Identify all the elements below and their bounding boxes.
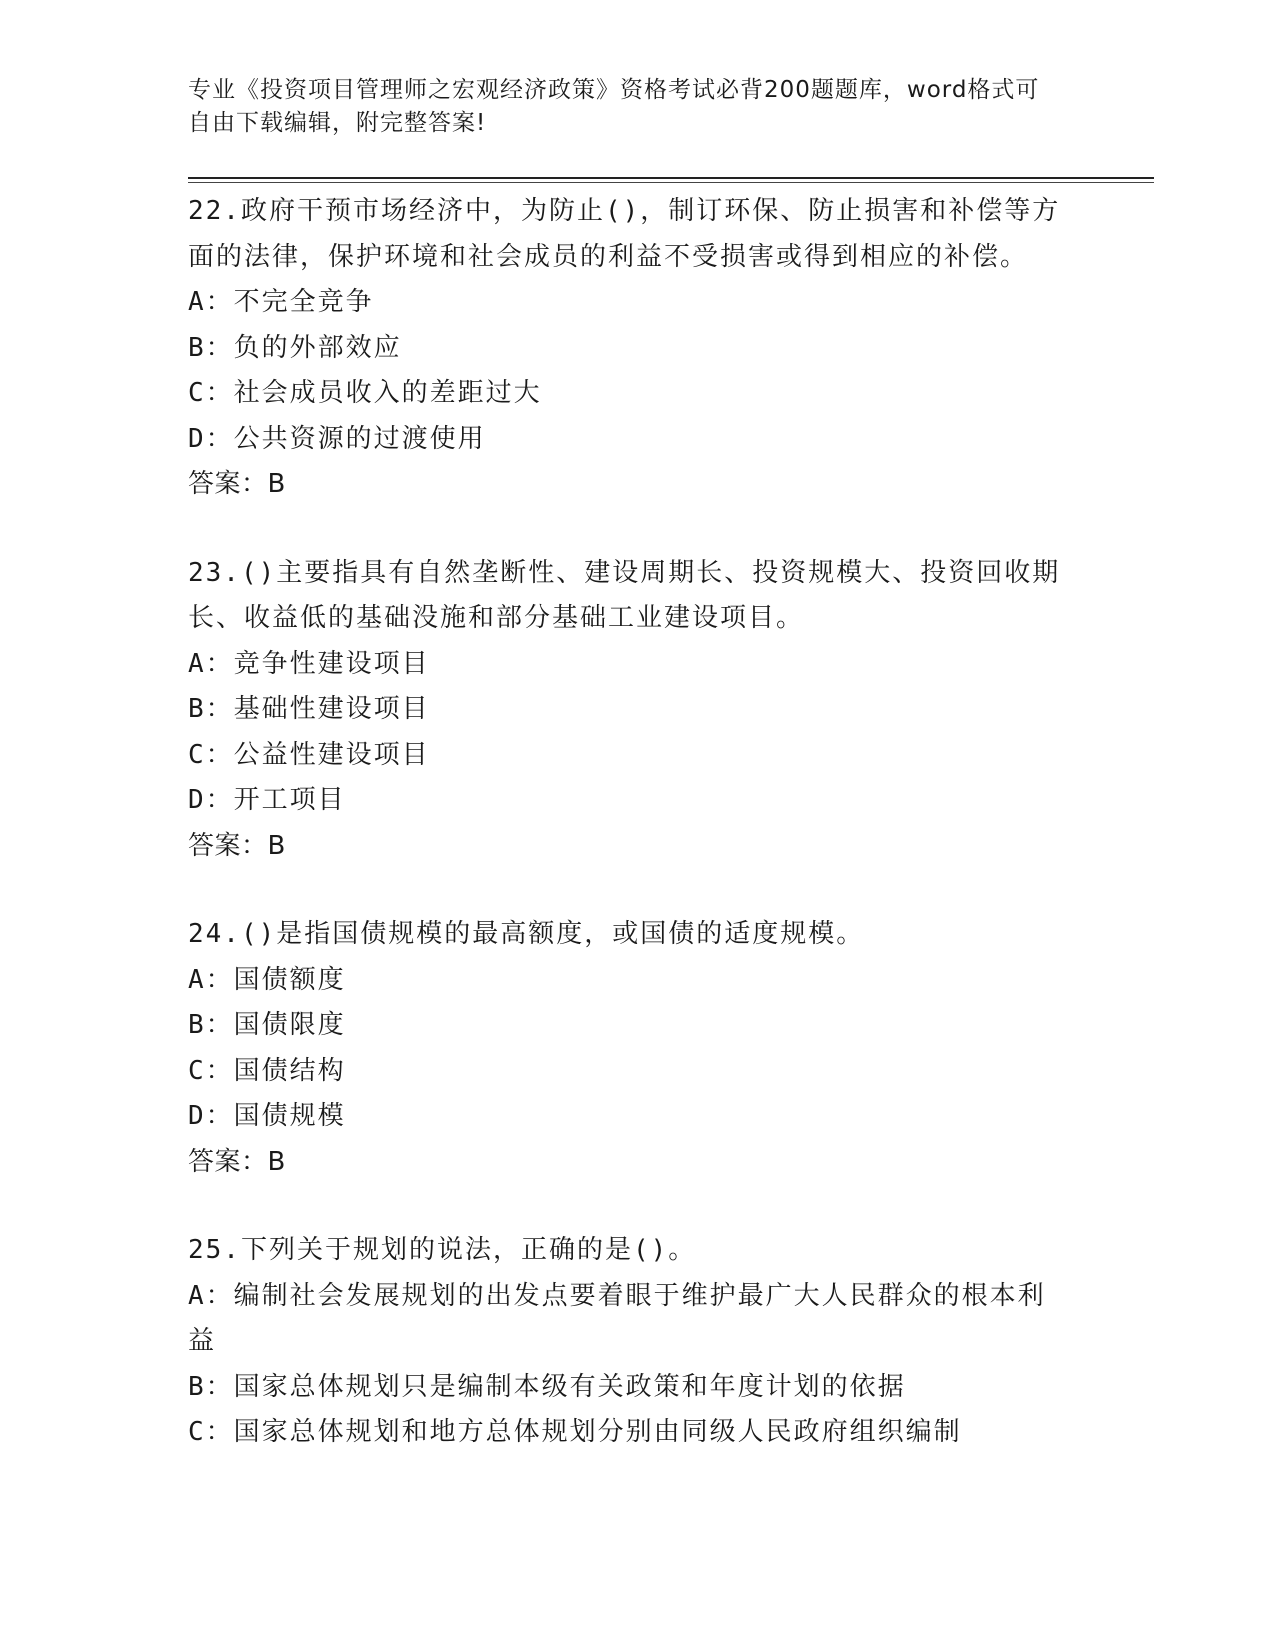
option-c: C：国家总体规划和地方总体规划分别由同级人民政府组织编制 xyxy=(188,1417,962,1447)
question-text-line: 25.下列关于规划的说法，正确的是()。 xyxy=(188,1235,697,1265)
option-c: C：公益性建设项目 xyxy=(188,739,430,770)
option-c: C：社会成员收入的差距过大 xyxy=(188,378,542,408)
question-spacer xyxy=(188,508,1088,551)
question-text-line: 22.政府干预市场经济中，为防止()，制订环保、防止损害和补偿等方 xyxy=(188,196,1061,226)
question-25 xyxy=(188,1228,1088,1456)
option-b: B：国债限度 xyxy=(188,1010,346,1040)
document-header xyxy=(188,74,1068,140)
option-c: C：国债结构 xyxy=(188,1055,346,1086)
header-divider-thin xyxy=(188,182,1154,183)
question-list xyxy=(188,189,1088,1456)
question-23 xyxy=(188,551,1088,870)
header-line-1: 专业《投资项目管理师之宏观经济政策》资格考试必背200题题库，word格式可 xyxy=(188,77,1040,103)
question-24 xyxy=(188,912,1088,1185)
header-line-2: 自由下载编辑，附完整答案! xyxy=(188,110,487,136)
option-a: A：不完全竞争 xyxy=(188,287,374,317)
answer-label: 答案：B xyxy=(188,1146,286,1177)
answer-label: 答案：B xyxy=(188,830,286,861)
option-a: A：编制社会发展规划的出发点要着眼于维护最广大人民群众的根本利 xyxy=(188,1280,1046,1311)
question-text-line: 23.()主要指具有自然垄断性、建设周期长、投资规模大、投资回收期 xyxy=(188,557,1061,588)
question-text-line: 24.()是指国债规模的最高额度，或国债的适度规模。 xyxy=(188,919,865,949)
header-divider-thick xyxy=(188,177,1154,179)
question-spacer xyxy=(188,1185,1088,1228)
question-22 xyxy=(188,189,1088,508)
question-text-line: 长、收益低的基础没施和部分基础工业建设项目。 xyxy=(188,603,805,633)
option-a: A：竞争性建设项目 xyxy=(188,648,430,679)
option-d: D：开工项目 xyxy=(188,785,346,815)
question-text-line: 面的法律，保护环境和社会成员的利益不受损害或得到相应的补偿。 xyxy=(188,241,1029,272)
option-a: A：国债额度 xyxy=(188,964,346,995)
option-a-continued: 益 xyxy=(188,1326,217,1356)
option-b: B：基础性建设项目 xyxy=(188,694,430,724)
option-d: D：公共资源的过渡使用 xyxy=(188,423,486,454)
question-spacer xyxy=(188,869,1088,912)
option-b: B：负的外部效应 xyxy=(188,332,402,363)
answer-label: 答案：B xyxy=(188,469,286,499)
option-d: D：国债规模 xyxy=(188,1101,346,1131)
option-b: B：国家总体规划只是编制本级有关政策和年度计划的依据 xyxy=(188,1371,906,1402)
